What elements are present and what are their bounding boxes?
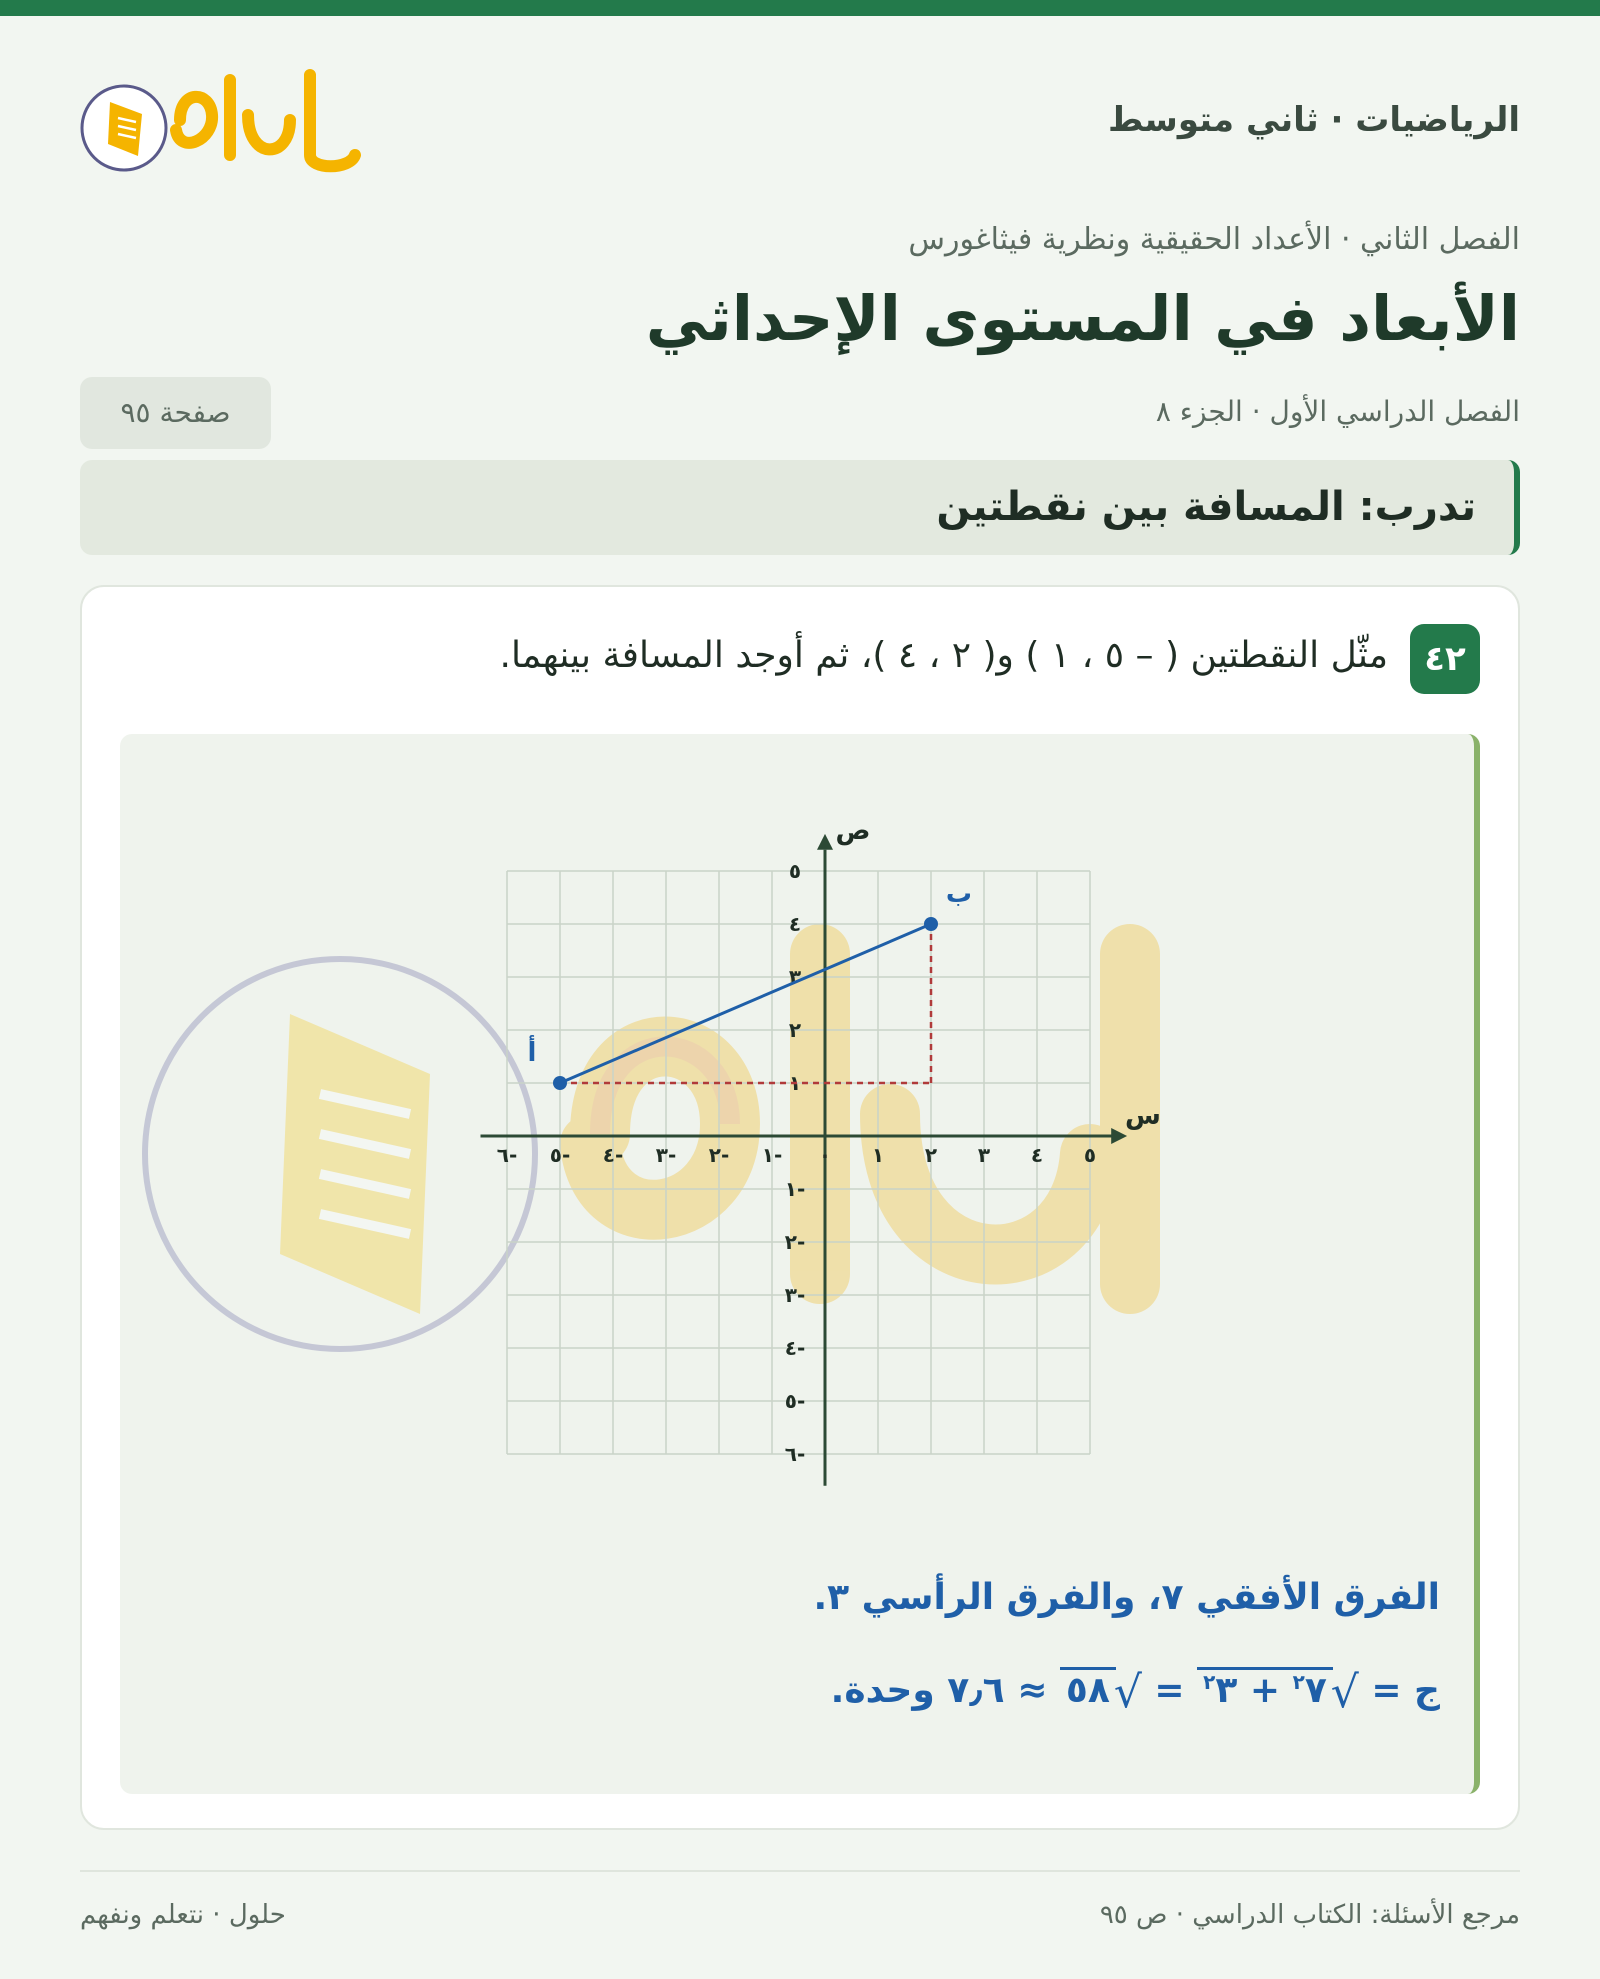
top-strip: [0, 0, 1600, 16]
x-tick-label: ٥: [1083, 1143, 1097, 1167]
eq-radicand: ٥٨: [1060, 1667, 1116, 1711]
y-tick-label: ٣: [788, 965, 802, 989]
x-tick-label: ٠: [818, 1143, 832, 1167]
lesson-title: الأبعاد في المستوى الإحداثي: [645, 282, 1520, 355]
x-tick-label: -٦: [496, 1143, 518, 1167]
sqrt-sign-icon: √: [1330, 1667, 1359, 1718]
y-axis-arrow-icon: [817, 834, 833, 850]
x-tick-label: -٤: [602, 1143, 624, 1167]
term-line: الفصل الدراسي الأول · الجزء ٨: [1155, 395, 1520, 428]
eq-approx: ≈ ٧٫٦ وحدة.: [830, 1670, 1048, 1711]
point-1: [553, 1076, 567, 1090]
eq-b: ٣: [1215, 1670, 1238, 1711]
footer-source: مرجع الأسئلة: الكتاب الدراسي · ص ٩٥: [1099, 1900, 1520, 1930]
sqrt-sign-icon-2: √: [1113, 1667, 1142, 1718]
x-tick-label: -٥: [549, 1143, 571, 1167]
x-tick-label: ١: [871, 1143, 885, 1167]
section-title: تدرب: المسافة بين نقطتين: [936, 484, 1476, 530]
y-tick-label: -٢: [784, 1230, 806, 1254]
x-tick-label: ٤: [1030, 1143, 1044, 1167]
y-tick-label: -٣: [784, 1283, 806, 1307]
y-tick-label: ٥: [788, 859, 802, 883]
x-tick-label: -١: [761, 1143, 783, 1167]
y-axis-label: ص: [835, 816, 871, 847]
y-tick-label: -٥: [784, 1389, 806, 1413]
y-tick-label: -٦: [784, 1442, 806, 1466]
eq-a: ٧: [1304, 1670, 1327, 1711]
answer-equation: [830, 1667, 1440, 1718]
eq-lhs: ج =: [1371, 1670, 1440, 1711]
point-label-1: أ: [527, 1038, 537, 1068]
question-text: مثّل النقطتين ( – ٥ ، ١ ) و( ٢ ، ٤ )، ثم أوجد المسافة بينهما.: [499, 635, 1388, 676]
sqrt-result: [1060, 1667, 1142, 1718]
y-tick-label: -٤: [784, 1336, 806, 1360]
answer-panel: [120, 734, 1480, 1794]
x-tick-label: ٢: [924, 1143, 938, 1167]
answer-differences: الفرق الأفقي ٧، والفرق الرأسي ٣.: [813, 1577, 1440, 1618]
question-card: [80, 585, 1520, 1830]
section-bar: [80, 460, 1520, 555]
logo[interactable]: [80, 60, 380, 180]
point-label-2: ب: [945, 879, 973, 909]
y-tick-label: ٢: [788, 1018, 802, 1042]
y-tick-label: ١: [788, 1071, 802, 1095]
chapter-line: الفصل الثاني · الأعداد الحقيقية ونظرية فيثاغورس: [908, 222, 1520, 257]
x-tick-label: -٣: [655, 1143, 677, 1167]
x-tick-label: -٢: [708, 1143, 730, 1167]
sqrt-sum: √ $٧^٢$ + $٣^٢$: [1197, 1667, 1359, 1711]
y-tick-label: ٤: [788, 912, 802, 936]
eq-equals: =: [1154, 1670, 1185, 1711]
header: [80, 60, 1520, 180]
subject-label: الرياضيات · ثاني متوسط: [1108, 100, 1520, 140]
distance-segment: [560, 924, 931, 1083]
y-tick-label: -١: [784, 1177, 806, 1201]
point-2: [924, 917, 938, 931]
footer-brand: حلول · نتعلم ونفهم: [80, 1900, 286, 1930]
footer-divider: [80, 1870, 1520, 1872]
coordinate-plane: [120, 734, 1510, 1514]
x-tick-label: ٣: [977, 1143, 991, 1167]
question-number: ٤٢: [1410, 624, 1480, 694]
eq-plus: +: [1249, 1670, 1281, 1711]
x-axis-label: س: [1125, 1101, 1161, 1131]
page-badge: صفحة ٩٥: [80, 377, 271, 449]
